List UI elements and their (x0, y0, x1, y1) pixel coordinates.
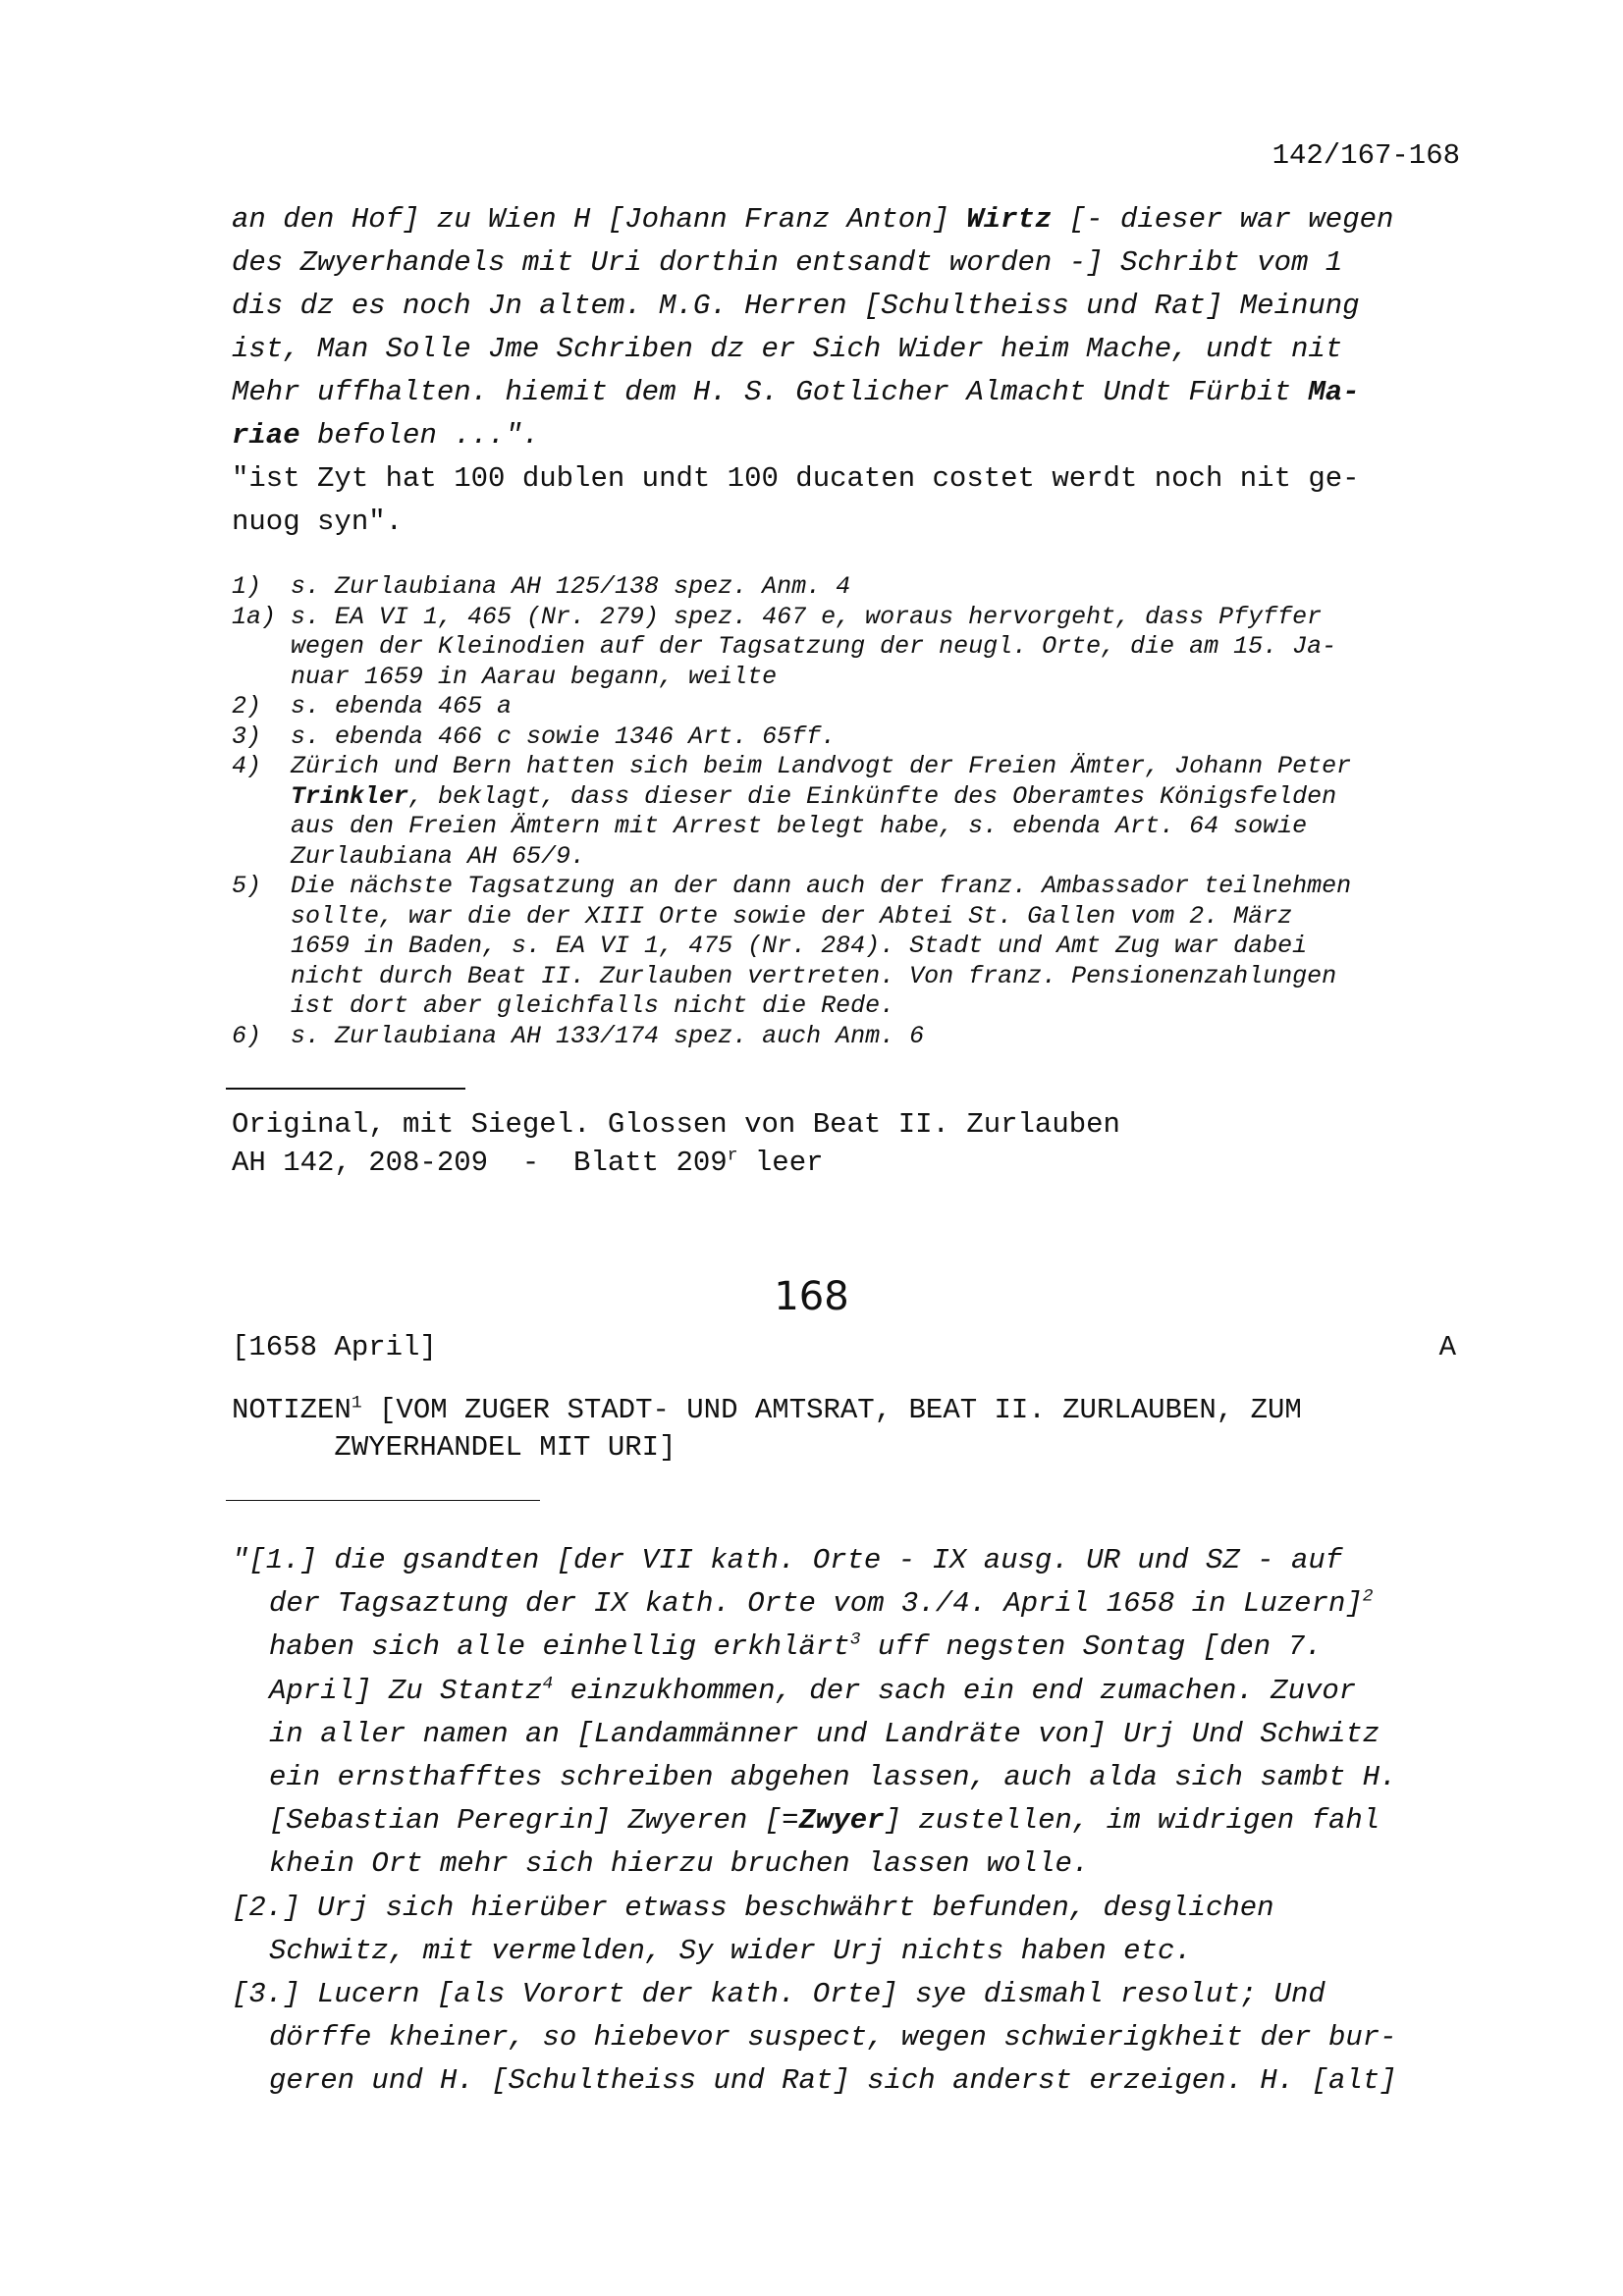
name-highlight: Wirtz (966, 203, 1053, 236)
previous-document-text (232, 198, 1479, 544)
note-line: dörffe kheiner, so hiebevor suspect, wegen schwierigkheit der bur- (269, 2021, 1397, 2055)
footnote: 6) s. Zurlaubiana AH 133/174 spez. auch Anm. 6 (232, 1021, 925, 1050)
notes-body (232, 1539, 1479, 2104)
footnote: 1) s. Zurlaubiana AH 125/138 spez. Anm. 4 (232, 572, 851, 601)
note-line: khein Ort mehr sich hierzu bruchen lassen wolle. (269, 1847, 1090, 1881)
note-line: [3.] Lucern [als Vorort der kath. Orte] sye dismahl resolut; Und (232, 1978, 1325, 2011)
footnotes (232, 572, 1479, 1051)
footnote-continuation: Zurlaubiana AH 65/9. (291, 841, 586, 871)
footnote-continuation: nuar 1659 in Aarau begann, weilte (291, 662, 778, 691)
note-line: der Tagsaztung der IX kath. Orte vom 3./4. April 1658 in Luzern]$^2$ (269, 1586, 1374, 1621)
footnote-continuation: Trinkler, beklagt, dass dieser die Einkünfte des Oberamtes Königsfelden (291, 781, 1337, 811)
note-line: geren und H. [Schultheiss und Rat] sich anderst erzeigen. H. [alt] (269, 2064, 1397, 2098)
note-line: [Sebastian Peregrin] Zwyeren [=Zwyer] zustellen, im widrigen fahl (269, 1804, 1380, 1838)
note-line: haben sich alle einhellig erkhlärt$^3$ uff negsten Sontag [den 7. (269, 1629, 1323, 1664)
footnote-continuation: ist dort aber gleichfalls nicht die Rede. (291, 991, 895, 1020)
text-line: nuog syn". (232, 506, 404, 538)
footnote: 2) s. ebenda 465 a (232, 692, 513, 721)
divider (226, 1088, 465, 1090)
footnote: 5) Die nächste Tagsatzung an der dann auch der franz. Ambassador teilnehmen (232, 872, 1352, 900)
footnote: 4) Zürich und Bern hatten sich beim Landvogt der Freien Ämter, Johann Peter (232, 752, 1352, 780)
footnote-continuation: nicht durch Beat II. Zurlauben vertreten. Von franz. Pensionenzahlungen (291, 961, 1337, 990)
document-letter: A (1438, 1331, 1456, 1363)
source-note: Original, mit Siegel. Glossen von Beat II. Zurlauben AH 142, 208-209 - Blatt 209$^r$ leer (232, 1108, 1120, 1179)
text-line: ist, Man Solle Jme Schriben dz er Sich Wider heim Mache, undt nit (232, 333, 1343, 365)
footnote-continuation: wegen der Kleinodien auf der Tagsatzung der neugl. Orte, die am 15. Ja- (291, 632, 1337, 661)
footnote-continuation: 1659 in Baden, s. EA VI 1, 475 (Nr. 284). Stadt und Amt Zug war dabei (291, 932, 1308, 960)
name-highlight: Zwyer (798, 1804, 885, 1838)
note-line: [2.] Urj sich hierüber etwass beschwährt befunden, desglichen (232, 1891, 1274, 1924)
footnote: 3) s. ebenda 466 c sowie 1346 Art. 65ff. (232, 721, 837, 751)
text-line: Mehr uffhalten. hiemit dem H. S. Gotlicher Almacht Undt Fürbit Ma- (232, 376, 1360, 408)
text-line: "ist Zyt hat 100 dublen undt 100 ducaten costet werdt noch nit ge- (232, 462, 1360, 495)
title-divider (226, 1500, 540, 1501)
text-line: riae befolen ...". (232, 419, 540, 452)
note-line: April] Zu Stantz$^4$ einzukhommen, der sach ein end zumachen. Zuvor (269, 1673, 1357, 1707)
text-line: an den Hof] zu Wien H [Johann Franz Anton] Wirtz [- dieser war wegen (232, 203, 1394, 236)
text-line: des Zwyerhandels mit Uri dorthin entsandt worden -] Schribt vom 1 (232, 246, 1343, 279)
document-title: NOTIZEN$^1$ [VOM ZUGER STADT- UND AMTSRAT, BEAT II. ZURLAUBEN, ZUM ZWYERHANDEL MIT URI] (232, 1393, 1302, 1464)
document-number: 168 (774, 1274, 849, 1319)
footnote: 1a) s. EA VI 1, 465 (Nr. 279) spez. 467 e, woraus hervorgeht, dass Pfyffer (232, 602, 1323, 631)
note-line: ein ernsthafftes schreiben abgehen lassen, auch alda sich sambt H. (269, 1761, 1397, 1794)
name-highlight: Ma- (1308, 376, 1360, 408)
document-date: [1658 April] (232, 1331, 437, 1363)
name-highlight: riae (232, 419, 300, 452)
note-line: Schwitz, mit vermelden, Sy wider Urj nichts haben etc. (269, 1934, 1192, 1967)
name-highlight: Trinkler (291, 781, 409, 811)
page-number: 142/167-168 (1271, 139, 1460, 172)
text-line: dis dz es noch Jn altem. M.G. Herren [Schultheiss und Rat] Meinung (232, 290, 1360, 322)
footnote-continuation: sollte, war die der XIII Orte sowie der Abtei St. Gallen vom 2. März (291, 901, 1293, 931)
footnote-continuation: aus den Freien Ämtern mit Arrest belegt habe, s. ebenda Art. 64 sowie (291, 812, 1308, 840)
note-line: "[1.] die gsandten [der VII kath. Orte - IX ausg. UR und SZ - auf (232, 1544, 1343, 1576)
note-line: in aller namen an [Landammänner und Landräte von] Urj Und Schwitz (269, 1717, 1380, 1750)
